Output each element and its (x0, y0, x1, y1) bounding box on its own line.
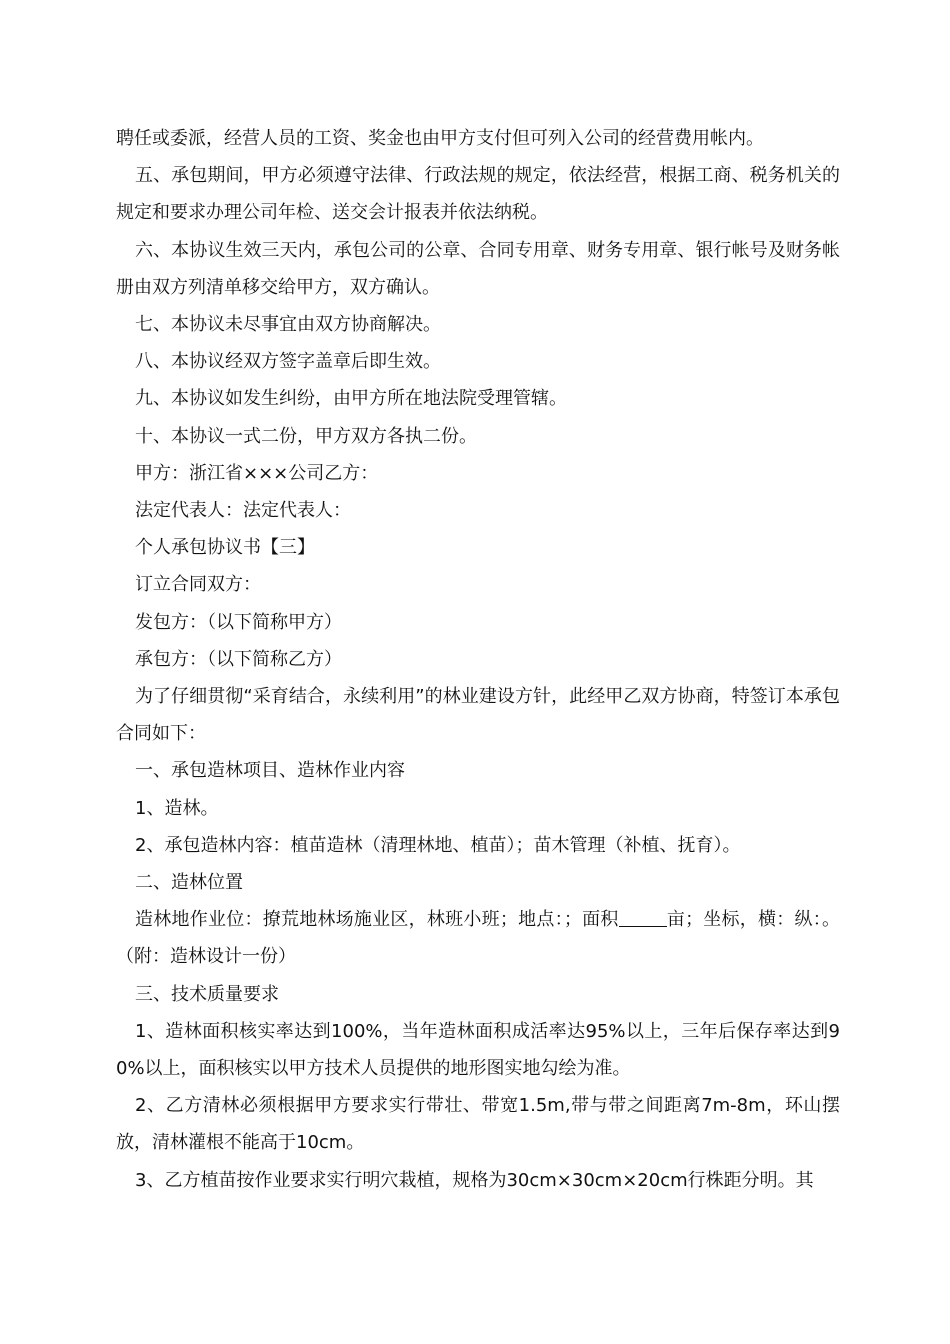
contract-parties-heading: 订立合同双方： (135, 574, 261, 596)
document-body (116, 120, 840, 1199)
requirement-three: 3、乙方植苗按作业要求实行明穴栽植，规格为30cm×30cm×20cm行株距分明。其 (135, 1169, 814, 1191)
location-text-after: 亩；坐标，横：纵：。（附：造林设计一份） (116, 909, 841, 968)
requirement-one: 1、造林面积核实率达到100%，当年造林面积成活率达95%以上，三年后保存率达到90%以上，面积核实以甲方技术人员提供的地形图实地勾绘为准。 (116, 1020, 840, 1080)
contractor-party-b: 承包方：（以下简称乙方） (135, 648, 342, 670)
section-title: 个人承包协议书【三】 (135, 537, 315, 559)
heading-quality-requirements: 三、技术质量要求 (135, 983, 279, 1005)
item-afforestation: 1、造林。 (135, 797, 219, 819)
clause-seven: 七、本协议未尽事宜由双方协商解决。 (135, 314, 441, 336)
signature-parties: 甲方：浙江省×××公司乙方： (135, 462, 379, 484)
clause-six: 六、本协议生效三天内，承包公司的公章、合同专用章、财务专用章、银行帐号及财务帐册由双方列清单移交给甲方，双方确认。 (116, 239, 840, 298)
location-details (116, 901, 840, 975)
clause-nine: 九、本协议如发生纠纷，由甲方所在地法院受理管辖。 (135, 388, 567, 410)
heading-project-scope: 一、承包造林项目、造林作业内容 (135, 760, 405, 782)
paragraph-continuation: 聘任或委派，经营人员的工资、奖金也由甲方支付但可列入公司的经营费用帐内。 (116, 128, 764, 149)
contract-preamble: 为了仔细贯彻“采育结合，永续利用”的林业建设方针，此经甲乙双方协商，特签订本承包合同如下： (116, 686, 840, 745)
requirement-two: 2、乙方清林必须根据甲方要求实行带壮、带宽1.5m,带与带之间距离7m-8m，环山摆放，清林灌根不能高于10cm。 (116, 1095, 840, 1154)
clause-ten: 十、本协议一式二份，甲方双方各执二份。 (135, 425, 477, 447)
heading-location: 二、造林位置 (135, 872, 243, 894)
contractor-party-a: 发包方：（以下简称甲方） (135, 611, 342, 633)
area-blank-underline (619, 908, 667, 927)
signature-representatives: 法定代表人：法定代表人： (135, 500, 351, 522)
item-contract-content: 2、承包造林内容：植苗造林（清理林地、植苗）；苗木管理（补植、抚育）。 (135, 834, 741, 856)
location-text-before: 造林地作业位：撩荒地林场施业区，林班小班；地点：；面积 (135, 909, 619, 931)
clause-eight: 八、本协议经双方签字盖章后即生效。 (135, 351, 441, 373)
clause-five: 五、承包期间，甲方必须遵守法律、行政法规的规定，依法经营，根据工商、税务机关的规定和要求办理公司年检、送交会计报表并依法纳税。 (116, 165, 840, 224)
